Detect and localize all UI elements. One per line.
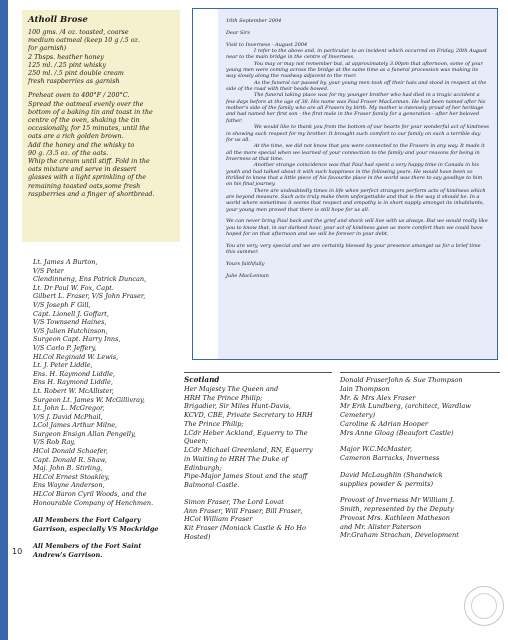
recipe-line: Spread the oatmeal evenly over the [28, 99, 144, 108]
thanks-line: Iain Thompson [340, 384, 390, 393]
name-item: Clendinneng, Ens Patrick Duncan, [33, 275, 147, 284]
letter-salutation: Dear Sirs [226, 29, 250, 36]
recipe-line: for garnish) [28, 44, 67, 53]
scotland-line: Edinburgh; [184, 463, 222, 472]
members-saint-andrew-line: All Members of the Fort Saint [33, 542, 142, 551]
left-accent-bar [0, 0, 8, 640]
recipe-line: 100 gms. /4 oz. toasted, coarse [28, 28, 129, 36]
letter-paragraph: There are undoubtedly times in life when perfect strangers perform acts of kindness which are beyond measure. Such acts truly make them unforgettable and that is the way it should be. In a world where sometimes it seems that respect and empathy is in short supply amongst its inhabitants, your young men proved that there is still hope for us all. [226, 187, 486, 213]
thanks-line: Donald FraserJohn & Sue Thompson [340, 376, 463, 384]
recipe-line: raspberries and a finger of shortbread. [28, 189, 155, 198]
thanks-line: Provost Mrs. Kathleen Matheson [340, 513, 450, 522]
recipe-box [22, 10, 180, 242]
letter-paragraph: I refer to the above and, in particular, to an incident which occurred on Friday, 20th August near to the main bridge in the centre of Inverness. [226, 48, 487, 61]
thanks-line: Mr.Graham Strachan, Development [340, 531, 459, 540]
seal-watermark-icon [464, 586, 504, 626]
letter-signature: Julie MacLennan [226, 273, 269, 280]
scotland-line: The Prince Philip; [184, 419, 244, 428]
name-item: HLCol Reginald W. Lewis, [33, 352, 119, 361]
scotland-line: LCdr Heber Ackland, Equerry to The [184, 428, 308, 437]
letter-paragraph: You may or may not remember but, at approximately 3.00pm that afternoon, some of your young men were coming across the bridge at the same time as a funeral procession was making its way slowly along the roadway adjacent to the river. [226, 60, 483, 80]
name-item: Gilbert L. Fraser, V/S John Fraser, [33, 292, 146, 301]
thanks-line: Mr. & Mrs Alex Fraser [340, 393, 416, 402]
thanks-line: David McLaughlin (Shandwick [340, 470, 443, 479]
letter-frame [192, 8, 498, 360]
recipe-line: occasionally, for 15 minutes, until the [28, 124, 150, 133]
letter-paragraph: Another strange coincidence was that Paul had spent a very happy time in Canada in his youth and had talked about it with such happiness in the following years. He would have been so thrilled to know that a little piece of his favourite place in the world was there to say goodbye to him on his final journey. [226, 162, 483, 188]
name-item: Lt. Robert W. McAllister, [33, 386, 114, 395]
thanks-line: Cameron Barracks, Inverness [340, 454, 440, 462]
name-item: V/S Peter [33, 266, 64, 275]
name-item: Lt. Dr Paul W. Fox, Capt. [33, 283, 114, 292]
thanks-line: Major W.C.McMaster, [340, 445, 413, 454]
thanks-line: and Mr. Alister Paterson [340, 522, 422, 531]
recipe-line: medium oatmeal (keep 10 g /.5 oz. [28, 36, 141, 45]
names-list [33, 258, 183, 560]
letter-subject: Visit to Inverness - August 2004 [226, 41, 308, 48]
recipe-line: oats mixture and serve in dessert [28, 165, 137, 174]
name-item: Surgeon Ensign Allan Pengelly, [33, 429, 136, 438]
thanks-column [340, 372, 500, 540]
name-item: V/S Joseph F Gill, [33, 300, 91, 309]
name-item: Lt. James A Burton, [33, 258, 98, 266]
thanks-line: Mr Erik Lundberg, (architect, Wardlaw [340, 402, 471, 411]
scotland-line: Simon Fraser, The Lord Lovat [184, 497, 284, 506]
letter-date: 10th September 2004 [226, 18, 282, 24]
scotland-line: Kit Fraser (Moniack Castle & Ho Ho [184, 524, 306, 532]
page-number: 10 [12, 547, 23, 556]
name-item: V/S J. David McPhail, [33, 412, 103, 421]
recipe-line: glasses with a light sprinkling of the [28, 173, 147, 182]
recipe-line: fresh raspberries as garnish [28, 77, 120, 86]
letter-paragraph: The funeral taking place was for my younger brother who had died in a tragic accident a few days before at the age of 38. His name was Paul Fraser MacLennan. He had been named after his mother's side of the family who are all Frasers by birth. My mother is intensely proud of her heritage and had named her first son - the first male in the Fraser family for a generation - after her beloved father. [226, 92, 486, 124]
scotland-line: Brigadier, Sir Miles Hunt-Davis, [184, 402, 291, 411]
name-item: Maj. John B. Stirling, [33, 464, 103, 473]
scotland-line: Queen; [184, 437, 208, 446]
scotland-line: in Waiting to HRH The Duke of [184, 454, 288, 463]
members-saint-andrew-line: Andrew's Garrison. [33, 551, 103, 559]
scotland-line: HRH The Prince Philip; [184, 393, 263, 402]
recipe-body [28, 28, 174, 198]
scotland-line: Hosted) [184, 532, 211, 541]
name-item: HCol Donald Schaefer, [33, 447, 108, 456]
name-item: V/S Julien Hutchinson, [33, 326, 108, 335]
name-item: Capt. Donald R. Shaw, [33, 455, 107, 464]
scotland-line: Her Majesty The Queen and [184, 384, 279, 393]
name-item: LCol James Arthur Milne, [33, 421, 118, 430]
name-item: Ens Wayne Anderson, [33, 481, 105, 490]
scotland-line: Balmoral Castle. [184, 481, 240, 489]
recipe-line: 125 ml. /.25 pint whisky [28, 60, 106, 69]
name-item: HLCol Baron Cyril Woods, and the [33, 490, 147, 499]
name-item: HLCol Ernest Stoakley, [33, 472, 110, 481]
letter-paragraph: You are very, very special and we are certainly blessed by your presence amongst us for a brief time this summer. [226, 243, 481, 256]
recipe-line: 2 Tbsps. heather honey [28, 52, 104, 61]
recipe-line: remaining toasted oats,some fresh [28, 181, 141, 190]
scotland-line: Ann Fraser, Will Fraser, Bill Fraser, [184, 506, 303, 515]
recipe-line: Preheat oven to 400°F / 200°C. [28, 91, 130, 100]
thanks-line: Smith, represented by the Deputy [340, 505, 454, 513]
scotland-line: LCdr Michael Greenland, RN, Equerry [184, 446, 313, 454]
recipe-line: 250 ml. /.5 pint double cream [28, 69, 124, 78]
thanks-line: Mrs Anne Gloag (Beaufort Castle) [340, 428, 454, 437]
scotland-line: KCVD, CBE, Private Secretary to HRH [184, 411, 313, 419]
recipe-line: Add the honey and the whisky to [28, 140, 135, 149]
scotland-column [184, 372, 332, 542]
name-item: V/S Rob Ray, [33, 438, 76, 447]
recipe-line: Whip the cream until stiff. Fold in the [28, 157, 150, 166]
thanks-line: supplies powder & permits) [340, 479, 434, 488]
members-calgary-line: All Members the Fort Calgary [33, 516, 141, 525]
letter-closing: Yours faithfully [226, 261, 265, 268]
name-item: Ens. H. Raymond Liddle, [33, 369, 115, 378]
name-item: Ens H. Raymond Liddle, [33, 378, 113, 387]
name-item: Surgeon Lt. James W. McGillivray, [33, 395, 145, 404]
letter-paragraph: As the funeral car passed by, your young men took off their hats and stood in respect at the side of the road with their heads bowed. [226, 79, 487, 93]
letter-body [218, 9, 497, 359]
thanks-line: Caroline & Adrian Hooper [340, 419, 429, 428]
name-item: Lt. John L. McGregor, [33, 404, 105, 413]
name-item: Surgeon Capt. Harry Inns, [33, 335, 121, 344]
recipe-line: centre of the oven, shaking the tin [28, 116, 140, 125]
name-item: Capt. Lionell J. Goffart, [33, 309, 109, 318]
thanks-line: Provost of Inverness Mr William J. [340, 496, 455, 505]
name-item: Honourable Company of Henchmen. [33, 498, 154, 507]
scotland-line: HCol William Fraser [184, 515, 253, 524]
recipe-line: bottom of a baking tin and toast in the [28, 107, 153, 116]
recipe-title: Atholl Brose [28, 15, 88, 25]
scotland-heading: Scotland [184, 375, 220, 384]
name-item: V/S Townsend Haines, [33, 318, 107, 327]
scotland-line: Pipe-Major James Stout and the staff [184, 472, 308, 481]
name-item: V/S Carlo P. Jeffery, [33, 343, 97, 352]
letter-paragraph: We can never bring Paul back and the grief and shock will live with us always. But we would really like you to know that, in our darkest hour, your act of kindness gave us more comfort than we could have hoped for on that afternoon and we will be forever in your debt. [226, 218, 488, 238]
thanks-line: Cemetery) [340, 411, 376, 419]
name-item: Lt. J. Peter Liddle, [33, 361, 93, 370]
letter-paragraph: We would like to thank you from the bottom of our hearts for your wonderful act of kindness in showing such respect for my brother. It brought such comfort to our family on such a terrible day for us all. [226, 124, 489, 143]
recipe-line: 90 g. /3.5 oz. of the oats. [28, 148, 109, 157]
letter-paragraph: At the time, we did not know that you were connected to the Frasers in any way. It made it all the more special when we learned of your connection to the family and your reasons for being in Inverness at that time. [226, 143, 485, 162]
recipe-line: oats are a rich golden brown. [28, 132, 124, 141]
members-calgary-line: Garrison, especially VS Mockridge [33, 524, 159, 533]
